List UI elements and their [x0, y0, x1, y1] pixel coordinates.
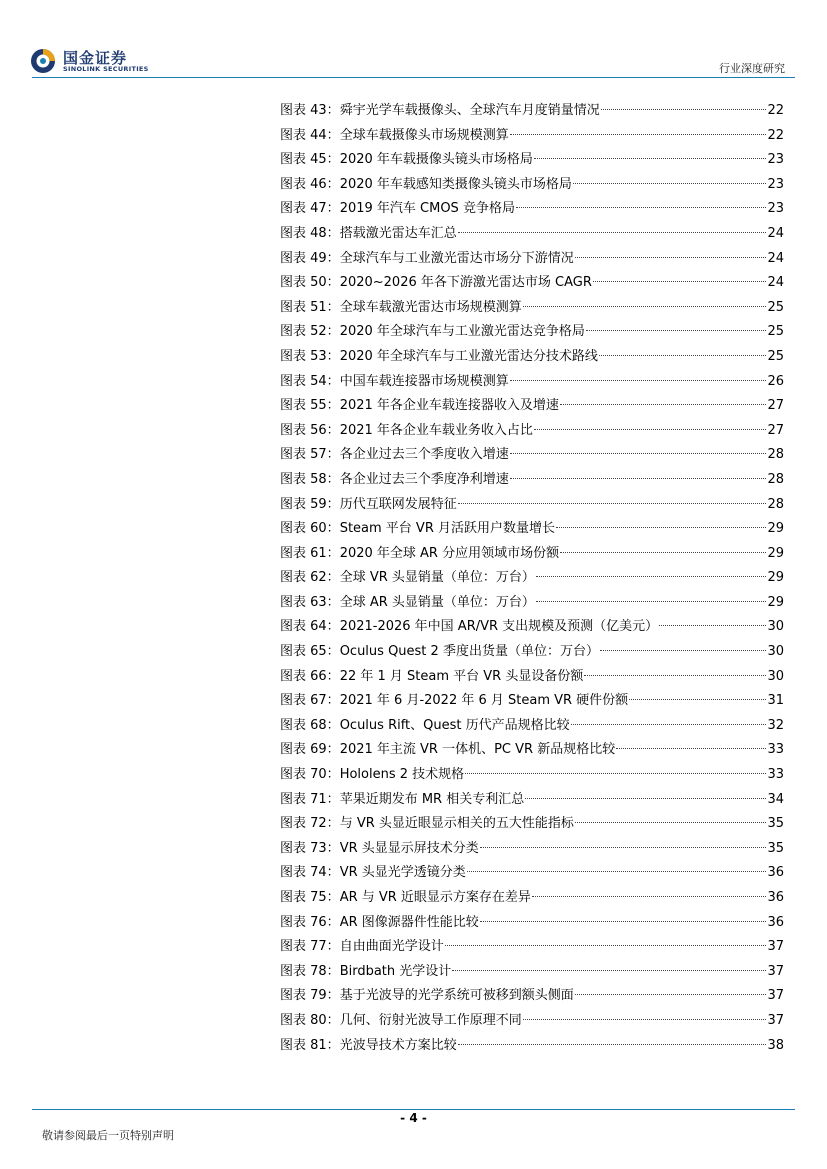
toc-dot-leader [560, 552, 766, 553]
toc-entry-label: 图表 70： [280, 767, 340, 783]
toc-entry-label: 图表 49： [280, 250, 340, 266]
toc-dot-leader [573, 183, 767, 184]
toc-entry-page: 30 [767, 644, 784, 660]
toc-dot-leader [571, 724, 767, 725]
toc-dot-leader [532, 896, 767, 897]
toc-dot-leader [586, 330, 767, 331]
toc-entry[interactable] [280, 99, 784, 124]
toc-entry[interactable] [280, 296, 784, 321]
toc-entry-label: 图表 73： [280, 840, 340, 856]
toc-entry-label: 图表 53： [280, 348, 340, 364]
page-number: - 4 - [400, 1111, 427, 1125]
toc-entry-label: 图表 48： [280, 225, 340, 241]
toc-dot-leader [445, 945, 767, 946]
toc-entry-page: 24 [767, 225, 784, 241]
toc-entry-label: 图表 55： [280, 398, 340, 414]
toc-entry-title: 2020 年车载摄像头镜头市场格局 [339, 152, 533, 168]
toc-entry[interactable] [280, 320, 784, 345]
toc-entry-page: 35 [767, 816, 784, 832]
toc-entry-page: 33 [767, 742, 784, 758]
toc-entry-page: 29 [767, 570, 784, 586]
toc-entry-page: 35 [767, 840, 784, 856]
toc-entry-label: 图表 78： [280, 963, 340, 979]
toc-entry[interactable] [280, 222, 784, 247]
toc-entry-title: 各企业过去三个季度净利增速 [339, 471, 509, 487]
toc-entry-label: 图表 45： [280, 152, 340, 168]
toc-entry-label: 图表 79： [280, 988, 340, 1004]
toc-entry[interactable] [280, 468, 784, 493]
toc-entry-title: 22 年 1 月 Steam 平台 VR 头显设备份额 [339, 668, 584, 684]
toc-dot-leader [616, 748, 766, 749]
toc-entry-page: 37 [767, 1012, 784, 1028]
toc-dot-leader [534, 158, 767, 159]
toc-entry-title: 自由曲面光学设计 [339, 939, 444, 955]
header-divider [32, 77, 795, 78]
toc-entry-title: Oculus Rift、Quest 历代产品规格比较 [339, 717, 570, 733]
toc-entry[interactable] [280, 370, 784, 395]
toc-entry-page: 37 [767, 988, 784, 1004]
toc-entry-page: 28 [767, 447, 784, 463]
toc-entry-label: 图表 63： [280, 594, 340, 610]
toc-dot-leader [458, 503, 767, 504]
toc-entry-title: 全球汽车与工业激光雷达市场分下游情况 [339, 250, 574, 266]
toc-entry[interactable] [280, 788, 784, 813]
toc-entry[interactable] [280, 493, 784, 518]
toc-entry-title: 2020 年全球 AR 分应用领域市场份额 [339, 545, 560, 561]
toc-dot-leader [584, 675, 766, 676]
toc-entry[interactable] [280, 1034, 784, 1059]
toc-entry-title: VR 头显光学透镜分类 [339, 865, 466, 881]
toc-entry-page: 30 [767, 668, 784, 684]
toc-entry[interactable] [280, 615, 784, 640]
toc-entry[interactable] [280, 886, 784, 911]
toc-entry-title: AR 与 VR 近眼显示方案存在差异 [339, 890, 531, 905]
toc-dot-leader [575, 994, 767, 995]
toc-entry-label: 图表 68： [280, 717, 340, 733]
toc-entry-page: 23 [767, 176, 784, 192]
toc-entry-title: 几何、衍射光波导工作原理不同 [339, 1012, 522, 1028]
toc-entry-page: 36 [767, 890, 784, 905]
toc-entry-label: 图表 67： [280, 693, 340, 709]
disclaimer-text: 敬请参阅最后一页特别声明 [42, 1129, 174, 1142]
toc-entry-page: 34 [767, 791, 784, 807]
toc-entry-page: 29 [767, 521, 784, 537]
toc-entry-page: 28 [767, 496, 784, 512]
toc-entry[interactable] [280, 984, 784, 1009]
toc-entry-title: 各企业过去三个季度收入增速 [339, 447, 509, 463]
toc-entry-title: AR 图像源器件性能比较 [339, 914, 479, 930]
toc-entry-title: 2021 年 6 月-2022 年 6 月 Steam VR 硬件份额 [339, 693, 629, 709]
toc-entry-title: Birdbath 光学设计 [339, 963, 452, 979]
toc-entry-title: 2019 年汽车 CMOS 竞争格局 [339, 201, 515, 217]
toc-entry-label: 图表 60： [280, 521, 340, 537]
toc-entry[interactable] [280, 197, 784, 222]
toc-entry[interactable] [280, 591, 784, 616]
toc-dot-leader [452, 970, 766, 971]
toc-dot-leader [575, 822, 767, 823]
toc-entry-label: 图表 56： [280, 422, 340, 438]
toc-entry-title: 搭载激光雷达车汇总 [339, 225, 457, 241]
toc-entry-title: 全球 VR 头显销量（单位：万台） [339, 570, 535, 586]
toc-entry-title: VR 头显显示屏技术分类 [339, 840, 479, 856]
sinolink-logo-icon [30, 48, 56, 74]
logo-chinese-name: 国金证券 [63, 49, 128, 67]
toc-entry-label: 图表 76： [280, 914, 340, 930]
toc-entry-label: 图表 59： [280, 496, 340, 512]
toc-entry[interactable] [280, 394, 784, 419]
toc-dot-leader [510, 478, 767, 479]
toc-entry[interactable] [280, 763, 784, 788]
toc-entry-title: 中国车载连接器市场规模测算 [339, 373, 509, 389]
toc-dot-leader [560, 404, 767, 405]
report-type: 行业深度研究 [719, 62, 785, 75]
toc-dot-leader [523, 306, 767, 307]
logo-english-name: SINOLINK SECURITIES [63, 65, 149, 73]
toc-entry-page: 32 [767, 717, 784, 733]
toc-dot-leader [510, 380, 767, 381]
toc-entry[interactable] [280, 911, 784, 936]
company-logo [30, 44, 170, 76]
toc-entry-page: 23 [767, 201, 784, 217]
toc-entry-label: 图表 50： [280, 275, 340, 291]
toc-entry-title: 2020 年全球汽车与工业激光雷达竞争格局 [339, 324, 585, 340]
toc-entry-title: 2020 年车载感知类摄像头镜头市场格局 [339, 176, 572, 192]
toc-entry-label: 图表 47： [280, 201, 340, 217]
toc-entry-page: 29 [767, 545, 784, 561]
footer-divider [32, 1109, 795, 1110]
toc-dot-leader [523, 1019, 767, 1020]
toc-entry-page: 28 [767, 471, 784, 487]
toc-entry-page: 24 [767, 275, 784, 291]
toc-dot-leader [480, 847, 767, 848]
toc-entry[interactable] [280, 665, 784, 690]
toc-dot-leader [516, 207, 767, 208]
toc-entry-title: 基于光波导的光学系统可被移到额头侧面 [339, 988, 574, 1004]
toc-entry-title: Hololens 2 技术规格 [339, 767, 465, 783]
toc-entry-label: 图表 74： [280, 865, 340, 881]
toc-entry-page: 29 [767, 594, 784, 610]
toc-dot-leader [480, 921, 767, 922]
toc-entry[interactable] [280, 1009, 784, 1034]
toc-entry[interactable] [280, 345, 784, 370]
toc-dot-leader [575, 257, 767, 258]
toc-dot-leader [465, 773, 766, 774]
toc-entry-label: 图表 57： [280, 447, 340, 463]
toc-entry-page: 30 [767, 619, 784, 635]
toc-entry-page: 38 [767, 1037, 784, 1053]
toc-entry-page: 26 [767, 373, 784, 389]
toc-entry-label: 图表 52： [280, 324, 340, 340]
toc-dot-leader [510, 134, 767, 135]
toc-entry-label: 图表 64： [280, 619, 340, 635]
toc-entry-label: 图表 61： [280, 545, 340, 561]
toc-entry-title: 舜宇光学车载摄像头、全球汽车月度销量情况 [339, 103, 600, 118]
toc-dot-leader [556, 527, 766, 528]
toc-entry-label: 图表 62： [280, 570, 340, 586]
toc-entry-title: Steam 平台 VR 月活跃用户数量增长 [339, 521, 555, 537]
toc-entry-label: 图表 80： [280, 1012, 340, 1028]
toc-entry[interactable] [280, 714, 784, 739]
toc-entry-title: 与 VR 头显近眼显示相关的五大性能指标 [339, 816, 574, 832]
toc-entry[interactable] [280, 960, 784, 985]
toc-entry-title: Oculus Quest 2 季度出货量（单位：万台） [339, 644, 599, 660]
toc-entry[interactable] [280, 148, 784, 173]
toc-entry[interactable] [280, 837, 784, 862]
toc-entry[interactable] [280, 861, 784, 886]
toc-entry[interactable] [280, 443, 784, 468]
toc-entry[interactable] [280, 935, 784, 960]
toc-dot-leader [600, 650, 767, 651]
toc-entry[interactable] [280, 640, 784, 665]
toc-entry-label: 图表 46： [280, 176, 340, 192]
toc-entry[interactable] [280, 542, 784, 567]
toc-entry[interactable] [280, 124, 784, 149]
toc-entry[interactable] [280, 566, 784, 591]
toc-entry[interactable] [280, 689, 784, 714]
toc-entry[interactable] [280, 173, 784, 198]
toc-entry-label: 图表 51： [280, 299, 340, 315]
toc-entry-label: 图表 72： [280, 816, 340, 832]
toc-entry[interactable] [280, 247, 784, 272]
toc-entry-title: 2020 年全球汽车与工业激光雷达分技术路线 [339, 348, 598, 364]
toc-entry-page: 27 [767, 398, 784, 414]
toc-entry-title: 全球 AR 头显销量（单位：万台） [339, 594, 535, 610]
toc-entry-title: 2021 年各企业车载业务收入占比 [339, 422, 533, 438]
toc-entry-page: 22 [767, 103, 784, 118]
toc-dot-leader [467, 871, 767, 872]
toc-entry[interactable] [280, 812, 784, 837]
toc-entry-title: 全球车载激光雷达市场规模测算 [339, 299, 522, 315]
toc-entry-page: 36 [767, 865, 784, 881]
toc-entry-label: 图表 44： [280, 127, 340, 143]
toc-entry-page: 31 [767, 693, 784, 709]
toc-entry-label: 图表 43： [280, 103, 340, 118]
toc-entry-label: 图表 81： [280, 1037, 340, 1053]
toc-entry-page: 36 [767, 914, 784, 930]
toc-dot-leader [510, 453, 767, 454]
toc-dot-leader [536, 601, 767, 602]
toc-entry-label: 图表 77： [280, 939, 340, 955]
toc-entry-page: 37 [767, 963, 784, 979]
toc-dot-leader [458, 1044, 767, 1045]
toc-entry-title: 历代互联网发展特征 [339, 496, 457, 512]
toc-dot-leader [601, 109, 767, 110]
toc-entry-page: 23 [767, 152, 784, 168]
toc-entry-title: 2021 年主流 VR 一体机、PC VR 新品规格比较 [339, 742, 616, 758]
toc-entry-title: 2021-2026 年中国 AR/VR 支出规模及预测（亿美元） [339, 619, 659, 635]
toc-entry[interactable] [280, 419, 784, 444]
toc-entry-page: 37 [767, 939, 784, 955]
toc-dot-leader [536, 576, 767, 577]
toc-entry-label: 图表 75： [280, 890, 340, 905]
toc-dot-leader [525, 798, 766, 799]
toc-entry-page: 27 [767, 422, 784, 438]
toc-entry-title: 2020~2026 年各下游激光雷达市场 CAGR [339, 275, 592, 291]
toc-entry-label: 图表 65： [280, 644, 340, 660]
toc-entry-page: 25 [767, 324, 784, 340]
toc-dot-leader [659, 625, 766, 626]
toc-dot-leader [629, 699, 766, 700]
toc-dot-leader [593, 281, 767, 282]
toc-entry-page: 25 [767, 299, 784, 315]
toc-entry[interactable] [280, 517, 784, 542]
toc-entry[interactable] [280, 271, 784, 296]
toc-entry-label: 图表 71： [280, 791, 340, 807]
toc-entry-label: 图表 54： [280, 373, 340, 389]
toc-dot-leader [534, 429, 767, 430]
toc-entry-page: 25 [767, 348, 784, 364]
toc-entry-title: 全球车载摄像头市场规模测算 [339, 127, 509, 143]
toc-dot-leader [458, 232, 767, 233]
toc-entry-title: 2021 年各企业车载连接器收入及增速 [339, 398, 559, 414]
toc-entry-page: 22 [767, 127, 784, 143]
toc-entry-title: 苹果近期发布 MR 相关专利汇总 [339, 791, 525, 807]
toc-entry-label: 图表 58： [280, 471, 340, 487]
table-of-figures [280, 99, 784, 1058]
toc-entry-label: 图表 66： [280, 668, 340, 684]
toc-entry-title: 光波导技术方案比较 [339, 1037, 457, 1053]
toc-entry-label: 图表 69： [280, 742, 340, 758]
toc-dot-leader [599, 355, 767, 356]
toc-entry[interactable] [280, 738, 784, 763]
toc-entry-page: 24 [767, 250, 784, 266]
toc-entry-page: 33 [767, 767, 784, 783]
